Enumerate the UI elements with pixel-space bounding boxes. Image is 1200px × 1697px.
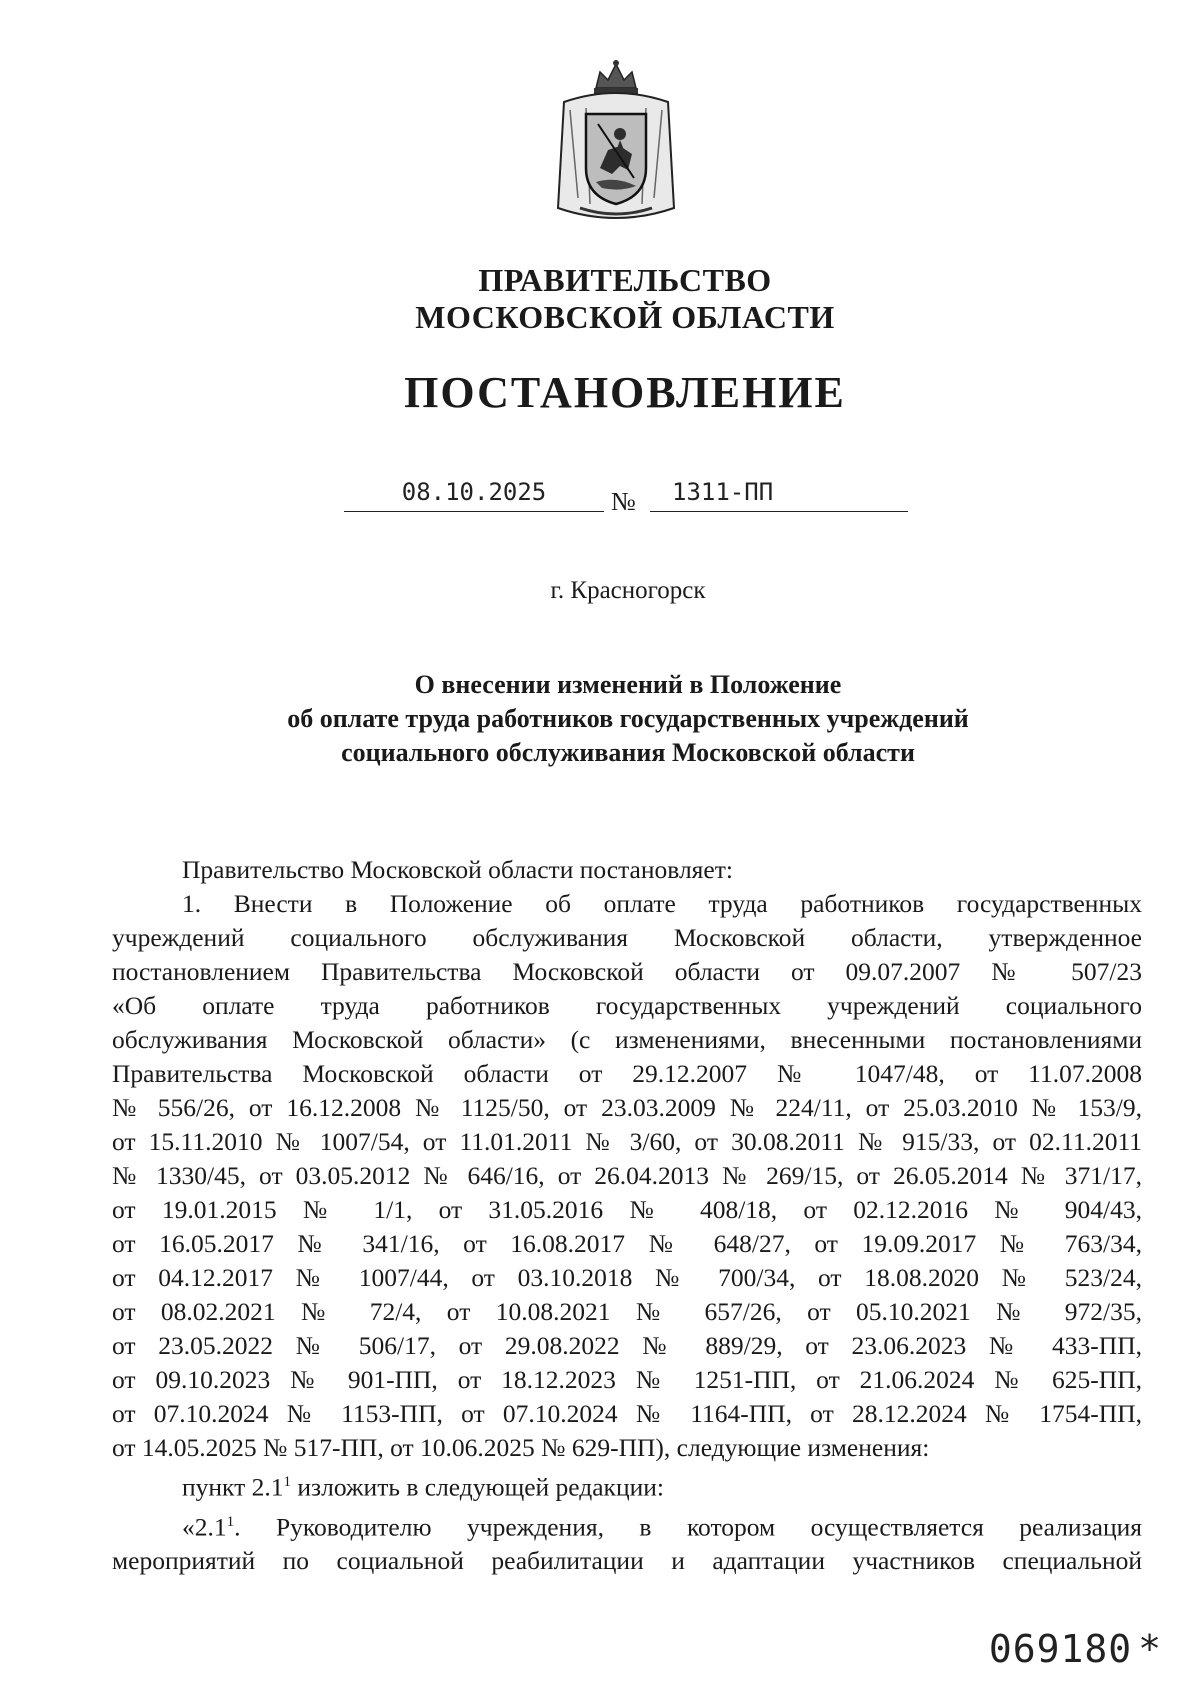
subject-line1: О внесении изменений в Положение bbox=[414, 670, 842, 699]
paragraph-1-line: № 556/26, от 16.12.2008 № 1125/50, от 23.03.2009 № 224/11, от 25.03.2010 № 153/9, bbox=[112, 1093, 1142, 1122]
organization-name-line2: МОСКОВСКОЙ ОБЛАСТИ bbox=[415, 299, 835, 335]
document-type-title: ПОСТАНОВЛЕНИЕ bbox=[404, 368, 846, 417]
city: г. Красногорск bbox=[550, 577, 706, 604]
paragraph-1-line: от 14.05.2025 № 517-ПП, от 10.06.2025 № 629-ПП), следующие изменения: bbox=[112, 1433, 930, 1462]
subject-line3: социального обслуживания Московской области bbox=[341, 738, 915, 767]
document-number: 1311-ПП bbox=[672, 478, 774, 506]
organization-name-line1: ПРАВИТЕЛЬСТВО bbox=[478, 262, 772, 298]
preamble: Правительство Московской области постановляет: bbox=[182, 855, 733, 884]
serial-number: 069180 bbox=[988, 1627, 1133, 1671]
paragraph-3-line2: мероприятий по социальной реабилитации и адаптации участников специальной bbox=[112, 1546, 1142, 1575]
paragraph-1-line: Правительства Московской области от 29.12.2007 № 1047/48, от 11.07.2008 bbox=[112, 1059, 1142, 1088]
document-body bbox=[112, 853, 1142, 1578]
paragraph-3-line1 bbox=[112, 1505, 1142, 1545]
paragraph-1-line: обслуживания Московской области» (с изменениями, внесенными постановлениями bbox=[112, 1025, 1142, 1054]
document-date: 08.10.2025 bbox=[401, 478, 547, 506]
number-sign: № bbox=[611, 487, 636, 516]
paragraph-1 bbox=[112, 887, 1142, 1465]
coat-of-arms-emblem bbox=[550, 58, 682, 226]
superscript: 1 bbox=[226, 1513, 235, 1530]
paragraph-3-open: «2.1 bbox=[182, 1512, 227, 1541]
date-field bbox=[344, 477, 604, 512]
paragraph-2-start: пункт 2.1 bbox=[182, 1472, 284, 1502]
paragraph-1-line: от 09.10.2023 № 901-ПП, от 18.12.2023 № 1251-ПП, от 21.06.2024 № 625-ПП, bbox=[112, 1365, 1142, 1394]
paragraph-2 bbox=[112, 1465, 1142, 1505]
serial-mark: * bbox=[1138, 1627, 1162, 1671]
paragraph-1-line: № 1330/45, от 03.05.2012 № 646/16, от 26.04.2013 № 269/15, от 26.05.2014 № 371/17, bbox=[112, 1161, 1142, 1190]
number-field bbox=[650, 477, 908, 512]
paragraph-1-line: «Об оплате труда работников государственных учреждений социального bbox=[112, 991, 1142, 1020]
paragraph-1-line: от 16.05.2017 № 341/16, от 16.08.2017 № 648/27, от 19.09.2017 № 763/34, bbox=[112, 1229, 1142, 1258]
superscript: 1 bbox=[283, 1474, 291, 1490]
document-serial-code bbox=[989, 1627, 1162, 1671]
subject-line2: об оплате труда работников государственных учреждений bbox=[287, 704, 969, 733]
paragraph-1-line: 1. Внести в Положение об оплате труда работников государственных bbox=[182, 889, 1142, 918]
paragraph-1-line: от 08.02.2021 № 72/4, от 10.08.2021 № 657/26, от 05.10.2021 № 972/35, bbox=[112, 1297, 1142, 1326]
paragraph-1-line: от 23.05.2022 № 506/17, от 29.08.2022 № 889/29, от 23.06.2023 № 433-ПП, bbox=[112, 1331, 1142, 1360]
document-subject bbox=[0, 668, 1200, 770]
paragraph-2-end: изложить в следующей редакции: bbox=[291, 1472, 664, 1502]
paragraph-1-line: учреждений социального обслуживания Московской области, утвержденное bbox=[112, 923, 1142, 952]
paragraph-1-line: от 04.12.2017 № 1007/44, от 03.10.2018 № 700/34, от 18.08.2020 № 523/24, bbox=[112, 1263, 1142, 1292]
paragraph-3-rest: . Руководителю учреждения, в котором осуществляется реализация bbox=[234, 1512, 1142, 1541]
paragraph-1-line: от 15.11.2010 № 1007/54, от 11.01.2011 № 3/60, от 30.08.2011 № 915/33, от 02.11.2011 bbox=[112, 1127, 1142, 1156]
paragraph-1-line: от 07.10.2024 № 1153-ПП, от 07.10.2024 № 1164-ПП, от 28.12.2024 № 1754-ПП, bbox=[112, 1399, 1142, 1428]
paragraph-1-line: от 19.01.2015 № 1/1, от 31.05.2016 № 408/18, от 02.12.2016 № 904/43, bbox=[112, 1195, 1142, 1224]
paragraph-1-line: постановлением Правительства Московской области от 09.07.2007 № 507/23 bbox=[112, 957, 1142, 986]
